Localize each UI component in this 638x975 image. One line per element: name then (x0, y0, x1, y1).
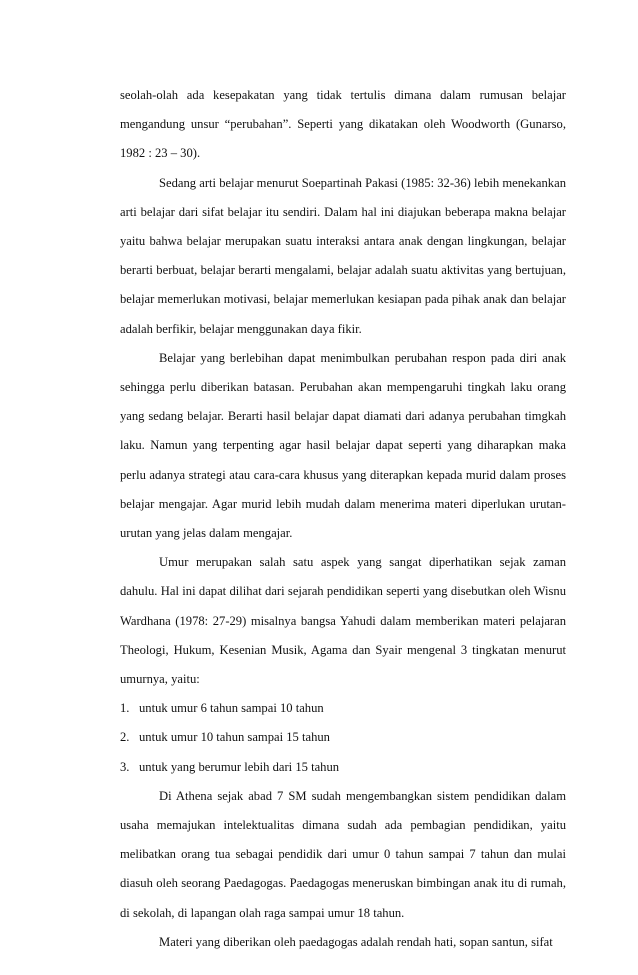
list-item (120, 723, 566, 752)
list-item (120, 753, 566, 782)
list-item-text: untuk umur 6 tahun sampai 10 tahun (139, 701, 324, 716)
paragraph-continuation: seolah-olah ada kesepakatan yang tidak tertulis dimana dalam rumusan belajar mengandung unsur “perubahan”. Seperti yang dikatakan oleh Woodworth (Gunarso, 1982 : 23 – 30). (120, 88, 566, 161)
list-item-number: 2. (120, 730, 130, 745)
page-body (120, 81, 566, 957)
list-item-text: untuk yang berumur lebih dari 15 tahun (139, 759, 340, 774)
list-item-number: 3. (120, 759, 130, 774)
list-item-number: 1. (120, 701, 130, 716)
list-item (120, 694, 566, 723)
paragraph-umur: Umur merupakan salah satu aspek yang sangat diperhatikan sejak zaman dahulu. Hal ini dapat dilihat dari sejarah pendidikan seperti yang disebutkan oleh Wisnu Wardhana (1978: 27-29) misalnya bangsa Yahudi dalam memberikan materi pelajaran Theologi, Hukum, Kesenian Musik, Agama dan Syair mengenal 3 tingkatan menurut umurnya, yaitu: (120, 555, 566, 687)
age-level-list (120, 694, 566, 782)
paragraph-arti-belajar: Sedang arti belajar menurut Soepartinah Pakasi (1985: 32-36) lebih menekankan arti belajar dari sifat belajar itu sendiri. Dalam hal ini diajukan beberapa makna belajar yaitu bahwa belajar merupakan suatu interaksi antara anak dengan lingkungan, belajar berarti berbuat, belajar berarti mengalami, belajar adalah suatu aktivitas yang bertujuan, belajar memerlukan motivasi, belajar memerlukan kesiapan pada pihak anak dan belajar adalah berfikir, belajar menggunakan daya fikir. (120, 175, 566, 336)
paragraph-athena: Di Athena sejak abad 7 SM sudah mengembangkan sistem pendidikan dalam usaha memajukan intelektualitas dimana sudah ada pembagian pendidikan, yaitu melibatkan orang tua sebagai pendidik dari umur 0 tahun sampai 7 tahun dan mulai diasuh oleh seorang Paedagogas. Paedagogas meneruskan bimbingan anak itu di rumah, di sekolah, di lapangan olah raga sampai umur 18 tahun. (120, 788, 566, 920)
paragraph-materi: Materi yang diberikan oleh paedagogas adalah rendah hati, sopan santun, sifat (159, 934, 553, 949)
paragraph-belajar-berlebihan: Belajar yang berlebihan dapat menimbulkan perubahan respon pada diri anak sehingga perlu diberikan batasan. Perubahan akan mempengaruhi tingkah laku orang yang sedang belajar. Berarti hasil belajar dapat diamati dari adanya perubahan timgkah laku. Namun yang terpenting agar hasil belajar dapat seperti yang diharapkan maka perlu adanya strategi atau cara-cara khusus yang diterapkan kepada murid dalam proses belajar mengajar. Agar murid lebih mudah dalam menerima materi diperlukan urutan-urutan yang jelas dalam mengajar. (120, 350, 566, 541)
list-item-text: untuk umur 10 tahun sampai 15 tahun (139, 730, 330, 745)
